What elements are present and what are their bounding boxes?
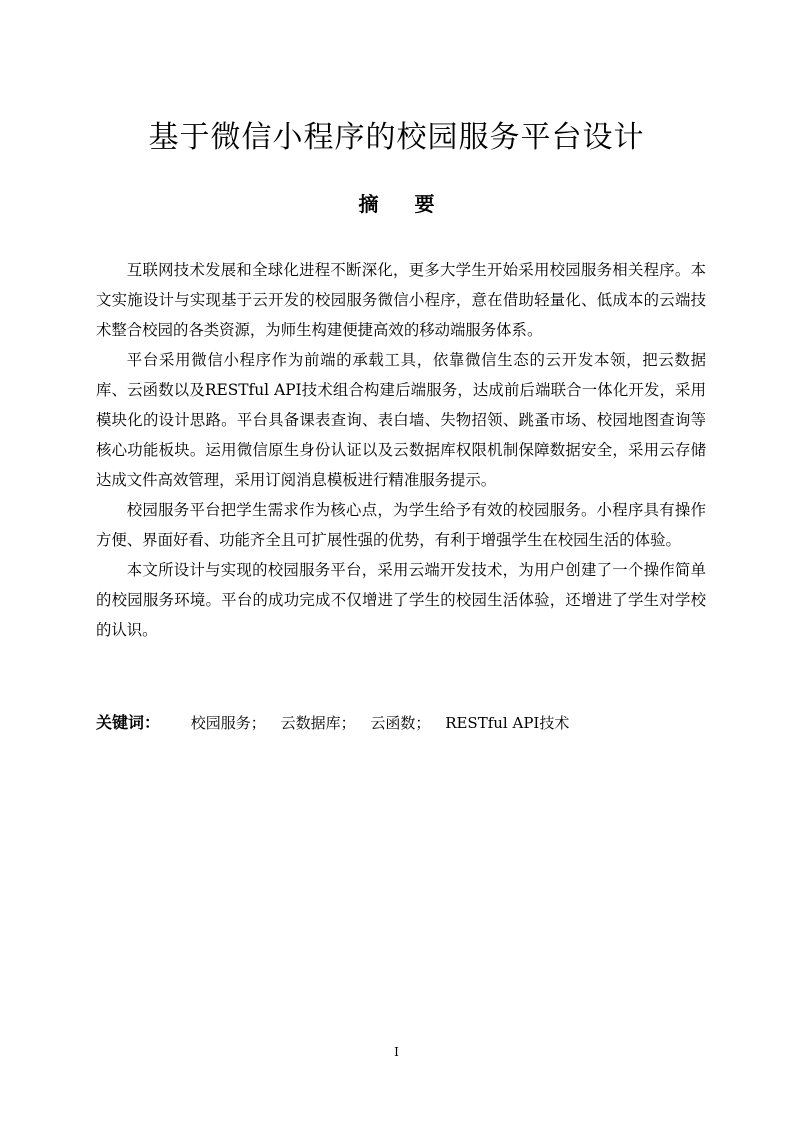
- abstract-paragraph: 本文所设计与实现的校园服务平台，采用云端开发技术，为用户创建了一个操作简单的校园服务环境。平台的成功完成不仅增进了学生的校园生活体验，还增进了学生对学校的认识。: [96, 561, 706, 639]
- abstract-paragraph: 平台采用微信小程序作为前端的承载工具，依靠微信生态的云开发本领，把云数据库、云函数以及RESTful API技术组合构建后端服务，达成前后端联合一体化开发，采用模块化的设计思路。平台具备课表查询、表白墙、失物招领、跳蚤市场、校园地图查询等核心功能板块。运用微信原生身份认证以及云数据库权限机制保障数据安全，采用云存储达成文件高效管理，采用订阅消息模板进行精准服务提示。: [96, 351, 706, 489]
- abstract-paragraph: 校园服务平台把学生需求作为核心点，为学生给予有效的校园服务。小程序具有操作方便、界面好看、功能齐全且可扩展性强的优势，有利于增强学生在校园生活的体验。: [96, 501, 706, 549]
- page-number: I: [394, 1045, 399, 1059]
- abstract-body: [96, 255, 706, 645]
- keyword-item: RESTful API技术: [445, 714, 570, 732]
- document-title: 基于微信小程序的校园服务平台设计: [148, 120, 645, 155]
- keyword-item: 校园服务；: [190, 714, 266, 732]
- abstract-paragraph: 互联网技术发展和全球化进程不断深化，更多大学生开始采用校园服务相关程序。本文实施设计与实现基于云开发的校园服务微信小程序，意在借助轻量化、低成本的云端技术整合校园的各类资源，为师生构建便捷高效的移动端服务体系。: [96, 261, 706, 339]
- keyword-item: 云数据库；: [280, 714, 356, 732]
- keywords-label: 关键词：: [96, 713, 161, 732]
- abstract-heading: 摘要: [358, 192, 471, 216]
- keywords-line: [96, 708, 706, 738]
- keyword-item: 云函数；: [370, 714, 431, 732]
